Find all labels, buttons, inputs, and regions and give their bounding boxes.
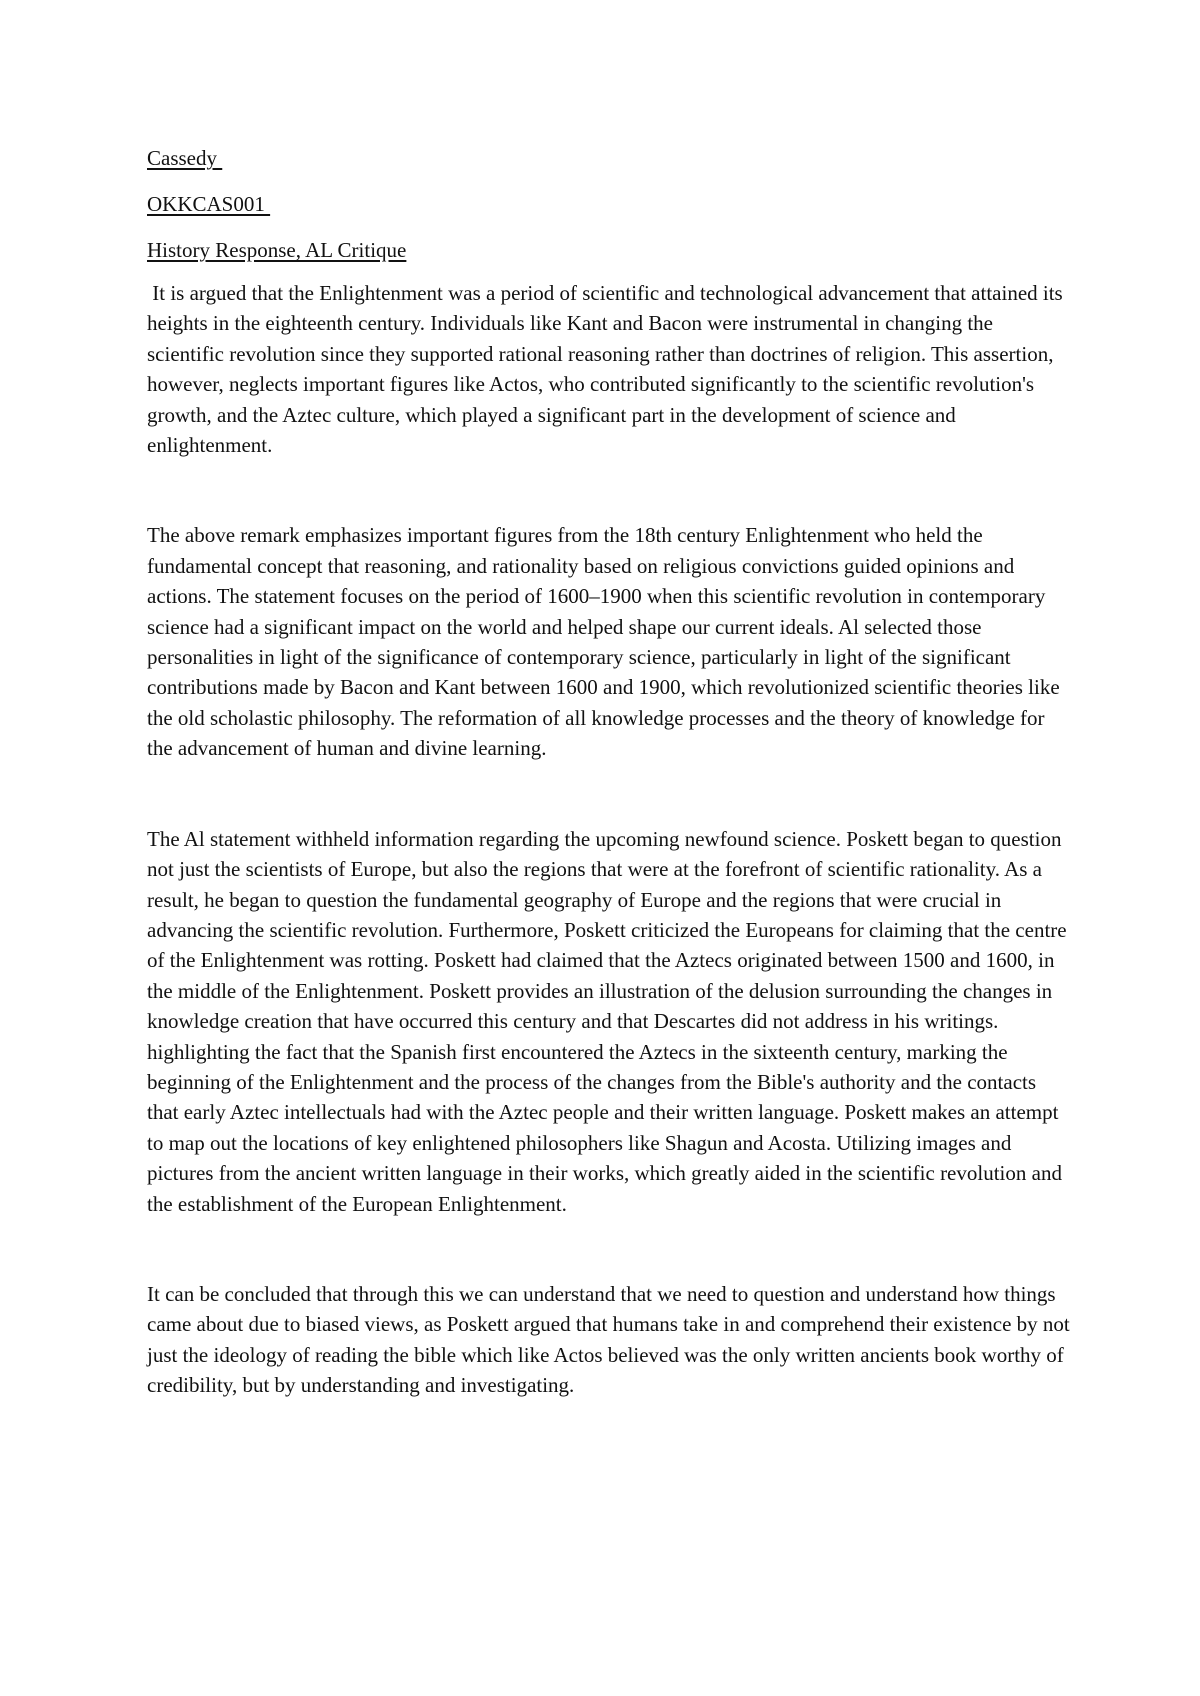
- document-body: [147, 143, 1076, 1401]
- paragraph-spacer: [147, 1219, 1072, 1279]
- paragraph-body-1: The above remark emphasizes important figures from the 18th century Enlightenment who held the fundamental concept that reasoning, and rationality based on religious convictions guided opinions and actions. The statement focuses on the period of 1600–1900 when this scientific revolution in contemporary science had a significant impact on the world and helped shape our current ideals. Al selected those personalities in light of the significance of contemporary science, particularly in light of the significant contributions made by Bacon and Kant between 1600 and 1900, which revolutionized scientific theories like the old scholastic philosophy. The reformation of all knowledge processes and the theory of knowledge for the advancement of human and divine learning.: [147, 523, 1065, 761]
- paragraph-spacer: [147, 764, 1072, 824]
- paragraph-conclusion: It can be concluded that through this we can understand that we need to question and understand how things came about due to biased views, as Poskett argued that humans take in and comprehend their existence by not just the ideology of reading the bible which like Actos believed was the only written ancients book worthy of credibility, but by understanding and investigating.: [147, 1281, 1076, 1398]
- paragraph-spacer: [147, 460, 1072, 520]
- author-name: Cassedy: [147, 146, 223, 170]
- document-title: History Response, AL Critique: [147, 238, 407, 262]
- paragraph-intro: It is argued that the Enlightenment was a period of scientific and technological advancement that attained its heights in the eighteenth century. Individuals like Kant and Bacon were instrumental in changing the scientific revolution since they supported rational reasoning rather than doctrines of religion. This assertion, however, neglects important figures like Actos, who contributed significantly to the scientific revolution's growth, and the Aztec culture, which played a significant part in the development of science and enlightenment.: [147, 281, 1068, 458]
- paragraph-body-2: The Al statement withheld information regarding the upcoming newfound science. Poskett began to question not just the scientists of Europe, but also the regions that were at the forefront of scientific rationality. As a result, he began to question the fundamental geography of Europe and the regions that were crucial in advancing the scientific revolution. Furthermore, Poskett criticized the Europeans for claiming that the centre of the Enlightenment was rotting. Poskett had claimed that the Aztecs originated between 1500 and 1600, in the middle of the Enlightenment. Poskett provides an illustration of the delusion surrounding the changes in knowledge creation that have occurred this century and that Descartes did not address in his writings. highlighting the fact that the Spanish first encountered the Aztecs in the sixteenth century, marking the beginning of the Enlightenment and the process of the changes from the Bible's authority and the contacts that early Aztec intellectuals had with the Aztec people and their written language. Poskett makes an attempt to map out the locations of key enlightened philosophers like Shagun and Acosta. Utilizing images and pictures from the ancient written language in their works, which greatly aided in the scientific revolution and the establishment of the European Enlightenment.: [147, 826, 1072, 1216]
- student-id: OKKCAS001: [147, 192, 271, 216]
